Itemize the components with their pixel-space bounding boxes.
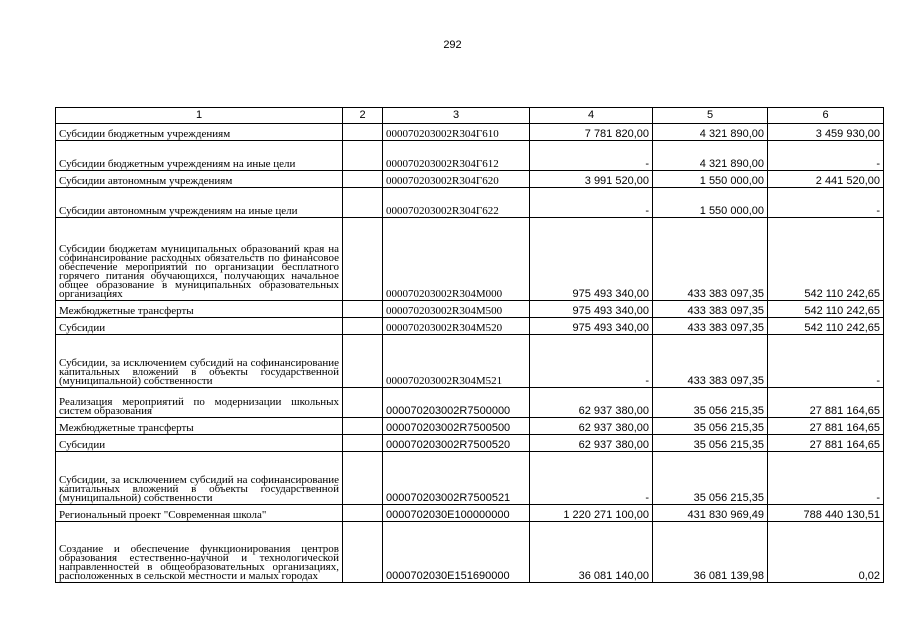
row-code: 000070203002R7500500 — [383, 418, 530, 435]
row-value-4: 62 937 380,00 — [530, 388, 653, 418]
table-header-row — [56, 108, 884, 124]
row-value-5: 4 321 890,00 — [653, 124, 768, 141]
row-value-4: - — [530, 188, 653, 218]
row-value-5: 35 056 215,35 — [653, 418, 768, 435]
row-code: 000070203002R304M521 — [383, 335, 530, 388]
table-row — [56, 188, 884, 218]
row-code: 000070203002R304M500 — [383, 301, 530, 318]
row-name: Межбюджетные трансферты — [56, 418, 343, 435]
row-code: 0000702030E100000000 — [383, 505, 530, 522]
table-row — [56, 452, 884, 505]
table-row — [56, 301, 884, 318]
row-value-6: 542 110 242,65 — [768, 301, 884, 318]
row-col2 — [343, 522, 383, 583]
row-value-6: 2 441 520,00 — [768, 171, 884, 188]
row-value-4: 36 081 140,00 — [530, 522, 653, 583]
row-value-5: 4 321 890,00 — [653, 141, 768, 171]
row-value-5: 35 056 215,35 — [653, 388, 768, 418]
column-header: 4 — [530, 108, 653, 124]
table-row — [56, 335, 884, 388]
table-row — [56, 318, 884, 335]
table-row — [56, 435, 884, 452]
row-value-5: 1 550 000,00 — [653, 171, 768, 188]
table-row — [56, 522, 884, 583]
row-col2 — [343, 318, 383, 335]
column-header: 3 — [383, 108, 530, 124]
column-header: 6 — [768, 108, 884, 124]
table-row — [56, 505, 884, 522]
row-value-5: 36 081 139,98 — [653, 522, 768, 583]
table-row — [56, 171, 884, 188]
table-row — [56, 418, 884, 435]
row-name: Субсидии — [56, 318, 343, 335]
row-value-6: - — [768, 141, 884, 171]
row-code: 000070203002R7500521 — [383, 452, 530, 505]
row-name: Субсидии, за исключением субсидий на софинансирование капитальных вложений в объекты государственной (муниципальной) собственности — [56, 452, 343, 505]
column-header: 1 — [56, 108, 343, 124]
row-code: 000070203002R304Г622 — [383, 188, 530, 218]
table-row — [56, 124, 884, 141]
row-name: Субсидии, за исключением субсидий на софинансирование капитальных вложений в объекты государственной (муниципальной) собственности — [56, 335, 343, 388]
row-name: Субсидии — [56, 435, 343, 452]
row-value-4: 975 493 340,00 — [530, 218, 653, 301]
row-value-6: 542 110 242,65 — [768, 318, 884, 335]
page-number: 292 — [443, 39, 462, 51]
row-value-6: 0,02 — [768, 522, 884, 583]
row-name: Реализация мероприятий по модернизации школьных систем образования — [56, 388, 343, 418]
row-value-6: - — [768, 452, 884, 505]
row-col2 — [343, 505, 383, 522]
row-value-5: 35 056 215,35 — [653, 452, 768, 505]
row-value-4: 1 220 271 100,00 — [530, 505, 653, 522]
row-value-4: 975 493 340,00 — [530, 301, 653, 318]
row-name: Межбюджетные трансферты — [56, 301, 343, 318]
row-value-6: 27 881 164,65 — [768, 388, 884, 418]
row-col2 — [343, 418, 383, 435]
column-header: 5 — [653, 108, 768, 124]
table-row — [56, 218, 884, 301]
row-name: Субсидии бюджетным учреждениям на иные цели — [56, 141, 343, 171]
row-value-6: 3 459 930,00 — [768, 124, 884, 141]
row-value-4: 7 781 820,00 — [530, 124, 653, 141]
row-value-4: - — [530, 335, 653, 388]
row-value-6: - — [768, 335, 884, 388]
row-col2 — [343, 452, 383, 505]
row-col2 — [343, 388, 383, 418]
row-name: Субсидии автономным учреждениям — [56, 171, 343, 188]
row-value-4: - — [530, 141, 653, 171]
row-value-5: 433 383 097,35 — [653, 218, 768, 301]
column-header: 2 — [343, 108, 383, 124]
row-col2 — [343, 188, 383, 218]
row-name: Субсидии бюджетным учреждениям — [56, 124, 343, 141]
row-value-4: 62 937 380,00 — [530, 435, 653, 452]
row-code: 000070203002R304M000 — [383, 218, 530, 301]
row-value-5: 431 830 969,49 — [653, 505, 768, 522]
row-value-4: 62 937 380,00 — [530, 418, 653, 435]
row-value-6: 27 881 164,65 — [768, 418, 884, 435]
budget-table — [55, 107, 884, 583]
row-value-4: - — [530, 452, 653, 505]
table-row — [56, 141, 884, 171]
row-value-4: 3 991 520,00 — [530, 171, 653, 188]
row-name: Региональный проект "Современная школа" — [56, 505, 343, 522]
row-name: Субсидии бюджетам муниципальных образований края на софинансирование расходных обязательств по финансовое обеспечение мероприятий по организации бесплатного горячего питания обучающихся, получающих начальное общее образование в муниципальных образовательных организациях — [56, 218, 343, 301]
row-value-6: - — [768, 188, 884, 218]
row-col2 — [343, 124, 383, 141]
row-col2 — [343, 435, 383, 452]
row-col2 — [343, 141, 383, 171]
row-code: 000070203002R304M520 — [383, 318, 530, 335]
row-value-6: 27 881 164,65 — [768, 435, 884, 452]
row-col2 — [343, 171, 383, 188]
row-code: 000070203002R304Г612 — [383, 141, 530, 171]
row-col2 — [343, 218, 383, 301]
row-code: 000070203002R304Г610 — [383, 124, 530, 141]
row-value-5: 433 383 097,35 — [653, 318, 768, 335]
row-code: 000070203002R7500520 — [383, 435, 530, 452]
row-code: 0000702030E151690000 — [383, 522, 530, 583]
row-value-4: 975 493 340,00 — [530, 318, 653, 335]
row-code: 000070203002R7500000 — [383, 388, 530, 418]
row-value-5: 433 383 097,35 — [653, 301, 768, 318]
row-col2 — [343, 301, 383, 318]
row-value-6: 788 440 130,51 — [768, 505, 884, 522]
row-value-6: 542 110 242,65 — [768, 218, 884, 301]
row-name: Создание и обеспечение функционирования центров образования естественно-научной и технологической направленностей в общеобразовательных организациях, расположенных в сельской местности и малых городах — [56, 522, 343, 583]
row-value-5: 35 056 215,35 — [653, 435, 768, 452]
row-col2 — [343, 335, 383, 388]
table-row — [56, 388, 884, 418]
row-value-5: 1 550 000,00 — [653, 188, 768, 218]
row-value-5: 433 383 097,35 — [653, 335, 768, 388]
row-code: 000070203002R304Г620 — [383, 171, 530, 188]
row-name: Субсидии автономным учреждениям на иные цели — [56, 188, 343, 218]
